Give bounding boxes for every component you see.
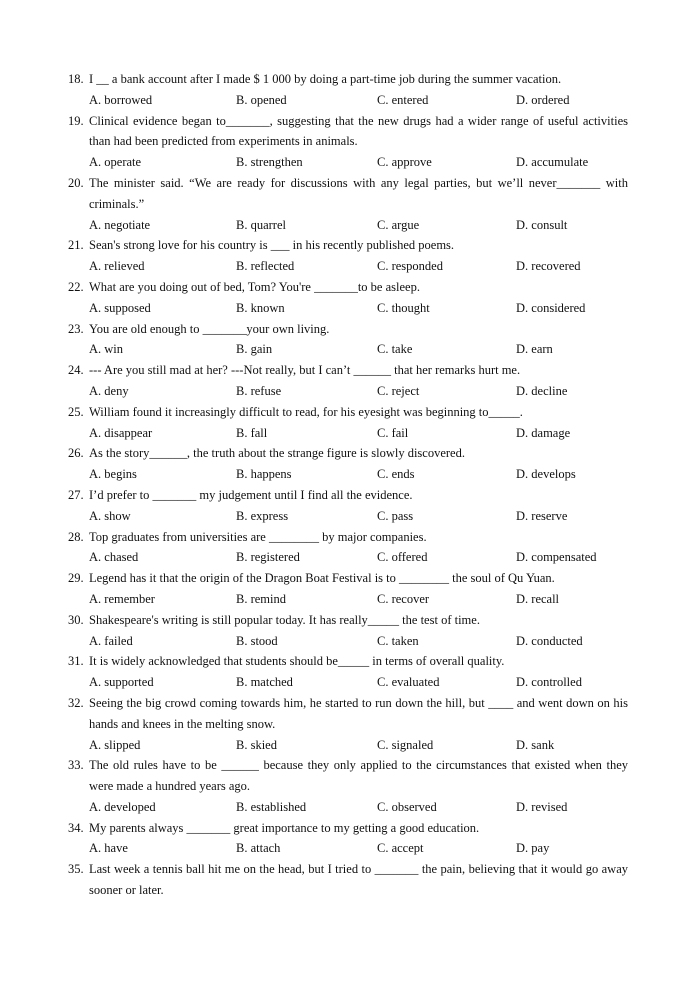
question-text: Legend has it that the origin of the Dragon Boat Festival is to ________ the soul of Qu Yuan. bbox=[89, 571, 555, 586]
question-stem bbox=[68, 568, 628, 589]
option-b: B. attach bbox=[236, 841, 281, 856]
question-number: 20. bbox=[68, 175, 84, 190]
option-c: C. fail bbox=[377, 425, 409, 440]
question-item bbox=[68, 69, 628, 111]
answer-options bbox=[68, 631, 628, 652]
question-stem bbox=[68, 173, 628, 215]
option-d: D. pay bbox=[516, 841, 550, 856]
answer-options bbox=[68, 838, 628, 859]
question-item bbox=[68, 693, 628, 755]
answer-options bbox=[68, 339, 628, 360]
question-stem bbox=[68, 111, 628, 153]
option-d: D. sank bbox=[516, 737, 555, 752]
answer-options bbox=[68, 423, 628, 444]
answer-options bbox=[68, 298, 628, 319]
question-number: 22. bbox=[68, 279, 84, 294]
question-text: Top graduates from universities are ________ by major companies. bbox=[89, 529, 427, 544]
question-text: It is widely acknowledged that students should be_____ in terms of overall quality. bbox=[89, 654, 505, 669]
option-d: D. develops bbox=[516, 467, 576, 482]
question-number: 35. bbox=[68, 862, 84, 877]
option-d: D. accumulate bbox=[516, 155, 589, 170]
option-a: A. relieved bbox=[89, 259, 145, 274]
option-a: A. win bbox=[89, 342, 124, 357]
answer-options bbox=[68, 90, 628, 111]
option-c: C. approve bbox=[377, 155, 432, 170]
option-a: A. supported bbox=[89, 675, 154, 690]
option-d: D. damage bbox=[516, 425, 571, 440]
option-b: B. quarrel bbox=[236, 217, 286, 232]
question-item bbox=[68, 319, 628, 361]
answer-options bbox=[68, 547, 628, 568]
answer-options bbox=[68, 215, 628, 236]
question-item bbox=[68, 610, 628, 652]
question-number: 24. bbox=[68, 363, 84, 378]
answer-options bbox=[68, 256, 628, 277]
option-a: A. developed bbox=[89, 799, 156, 814]
option-c: C. entered bbox=[377, 92, 429, 107]
question-text: Clinical evidence began to_______, suggesting that the new drugs had a wider range of useful activities than had been predicted from experiments in animals. bbox=[89, 113, 628, 149]
question-stem bbox=[68, 485, 628, 506]
option-d: D. ordered bbox=[516, 92, 570, 107]
question-text: Last week a tennis ball hit me on the head, but I tried to _______ the pain, believing that it would go away sooner or later. bbox=[89, 862, 628, 898]
answer-options bbox=[68, 506, 628, 527]
option-b: B. established bbox=[236, 799, 307, 814]
option-b: B. skied bbox=[236, 737, 277, 752]
answer-options bbox=[68, 381, 628, 402]
option-d: D. considered bbox=[516, 300, 586, 315]
question-item bbox=[68, 277, 628, 319]
question-number: 28. bbox=[68, 529, 84, 544]
answer-options bbox=[68, 152, 628, 173]
option-b: B. stood bbox=[236, 633, 278, 648]
question-number: 18. bbox=[68, 72, 84, 86]
question-stem bbox=[68, 319, 628, 340]
option-c: C. take bbox=[377, 342, 413, 357]
question-item bbox=[68, 402, 628, 444]
option-d: D. controlled bbox=[516, 675, 582, 690]
option-d: D. compensated bbox=[516, 550, 597, 565]
question-item bbox=[68, 235, 628, 277]
question-stem bbox=[68, 235, 628, 256]
question-stem bbox=[68, 527, 628, 548]
question-text: --- Are you still mad at her? ---Not really, but I can’t ______ that her remarks hurt me. bbox=[89, 363, 521, 378]
option-c: C. thought bbox=[377, 300, 430, 315]
question-stem bbox=[68, 755, 628, 797]
question-item bbox=[68, 443, 628, 485]
option-d: D. revised bbox=[516, 799, 568, 814]
option-b: B. remind bbox=[236, 591, 286, 606]
option-a: A. deny bbox=[89, 383, 129, 398]
question-item bbox=[68, 360, 628, 402]
question-stem bbox=[68, 277, 628, 298]
option-c: C. signaled bbox=[377, 737, 434, 752]
question-text: My parents always _______ great importance to my getting a good education. bbox=[89, 820, 480, 835]
question-item bbox=[68, 755, 628, 817]
option-b: B. reflected bbox=[236, 259, 295, 274]
question-item bbox=[68, 173, 628, 235]
option-a: A. chased bbox=[89, 550, 139, 565]
answer-options bbox=[68, 672, 628, 693]
question-number: 21. bbox=[68, 238, 84, 253]
option-b: B. strengthen bbox=[236, 155, 303, 170]
question-number: 33. bbox=[68, 758, 84, 773]
option-b: B. registered bbox=[236, 550, 300, 565]
question-stem bbox=[68, 859, 628, 901]
option-c: C. argue bbox=[377, 217, 420, 232]
question-item bbox=[68, 568, 628, 610]
question-text: What are you doing out of bed, Tom? You're _______to be asleep. bbox=[89, 279, 420, 294]
question-text: I __ a bank account after I made $ 1 000 by doing a part-time job during the summer vacation. bbox=[89, 72, 562, 86]
question-text: I’d prefer to _______ my judgement until I find all the evidence. bbox=[89, 487, 413, 502]
question-item bbox=[68, 859, 628, 901]
option-d: D. consult bbox=[516, 217, 568, 232]
question-item bbox=[68, 485, 628, 527]
option-c: C. observed bbox=[377, 799, 437, 814]
question-stem bbox=[68, 69, 628, 90]
question-text: William found it increasingly difficult to read, for his eyesight was beginning to_____. bbox=[89, 404, 523, 419]
question-stem bbox=[68, 443, 628, 464]
question-stem bbox=[68, 818, 628, 839]
question-item bbox=[68, 527, 628, 569]
question-stem bbox=[68, 610, 628, 631]
question-number: 32. bbox=[68, 695, 84, 710]
option-d: D. earn bbox=[516, 342, 553, 357]
option-c: C. reject bbox=[377, 383, 420, 398]
question-number: 30. bbox=[68, 612, 84, 627]
option-b: B. happens bbox=[236, 467, 292, 482]
option-b: B. gain bbox=[236, 342, 273, 357]
question-list bbox=[68, 69, 628, 901]
question-number: 31. bbox=[68, 654, 84, 669]
question-item bbox=[68, 818, 628, 860]
question-number: 34. bbox=[68, 820, 84, 835]
option-a: A. supposed bbox=[89, 300, 151, 315]
answer-options bbox=[68, 735, 628, 756]
option-d: D. reserve bbox=[516, 508, 568, 523]
option-a: A. failed bbox=[89, 633, 133, 648]
question-number: 29. bbox=[68, 571, 84, 586]
question-stem bbox=[68, 651, 628, 672]
option-b: B. express bbox=[236, 508, 289, 523]
option-c: C. accept bbox=[377, 841, 424, 856]
option-c: C. taken bbox=[377, 633, 419, 648]
option-c: C. offered bbox=[377, 550, 428, 565]
question-stem bbox=[68, 693, 628, 735]
question-item bbox=[68, 651, 628, 693]
option-c: C. responded bbox=[377, 259, 443, 274]
question-text: Seeing the big crowd coming towards him, he started to run down the hill, but ____ and went down on his hands and knees in the melting snow. bbox=[89, 695, 628, 731]
option-b: B. fall bbox=[236, 425, 268, 440]
option-c: C. pass bbox=[377, 508, 414, 523]
answer-options bbox=[68, 797, 628, 818]
option-a: A. disappear bbox=[89, 425, 153, 440]
option-b: B. refuse bbox=[236, 383, 282, 398]
question-text: You are old enough to _______your own living. bbox=[89, 321, 330, 336]
question-text: Sean's strong love for his country is ___ in his recently published poems. bbox=[89, 238, 455, 253]
question-number: 19. bbox=[68, 113, 84, 128]
option-c: C. evaluated bbox=[377, 675, 440, 690]
option-a: A. slipped bbox=[89, 737, 141, 752]
question-text: The old rules have to be ______ because they only applied to the circumstances that existed when they were made a hundred years ago. bbox=[89, 758, 628, 794]
option-d: D. recovered bbox=[516, 259, 581, 274]
option-d: D. conducted bbox=[516, 633, 583, 648]
option-c: C. recover bbox=[377, 591, 430, 606]
question-text: Shakespeare's writing is still popular today. It has really_____ the test of time. bbox=[89, 612, 480, 627]
option-d: D. recall bbox=[516, 591, 560, 606]
question-text: As the story______, the truth about the strange figure is slowly discovered. bbox=[89, 446, 465, 461]
question-number: 23. bbox=[68, 321, 84, 336]
question-item bbox=[68, 111, 628, 173]
answer-options bbox=[68, 464, 628, 485]
question-stem bbox=[68, 360, 628, 381]
option-b: B. opened bbox=[236, 92, 287, 107]
option-a: A. borrowed bbox=[89, 92, 153, 107]
option-b: B. known bbox=[236, 300, 285, 315]
option-c: C. ends bbox=[377, 467, 415, 482]
option-a: A. have bbox=[89, 841, 128, 856]
question-stem bbox=[68, 402, 628, 423]
option-b: B. matched bbox=[236, 675, 293, 690]
question-number: 27. bbox=[68, 487, 84, 502]
question-number: 25. bbox=[68, 404, 84, 419]
answer-options bbox=[68, 589, 628, 610]
option-a: A. begins bbox=[89, 467, 137, 482]
option-a: A. show bbox=[89, 508, 131, 523]
option-d: D. decline bbox=[516, 383, 568, 398]
option-a: A. negotiate bbox=[89, 217, 151, 232]
option-a: A. remember bbox=[89, 591, 155, 606]
question-number: 26. bbox=[68, 446, 84, 461]
option-a: A. operate bbox=[89, 155, 142, 170]
question-text: The minister said. “We are ready for discussions with any legal parties, but we’ll never_______ with criminals.” bbox=[89, 175, 628, 211]
